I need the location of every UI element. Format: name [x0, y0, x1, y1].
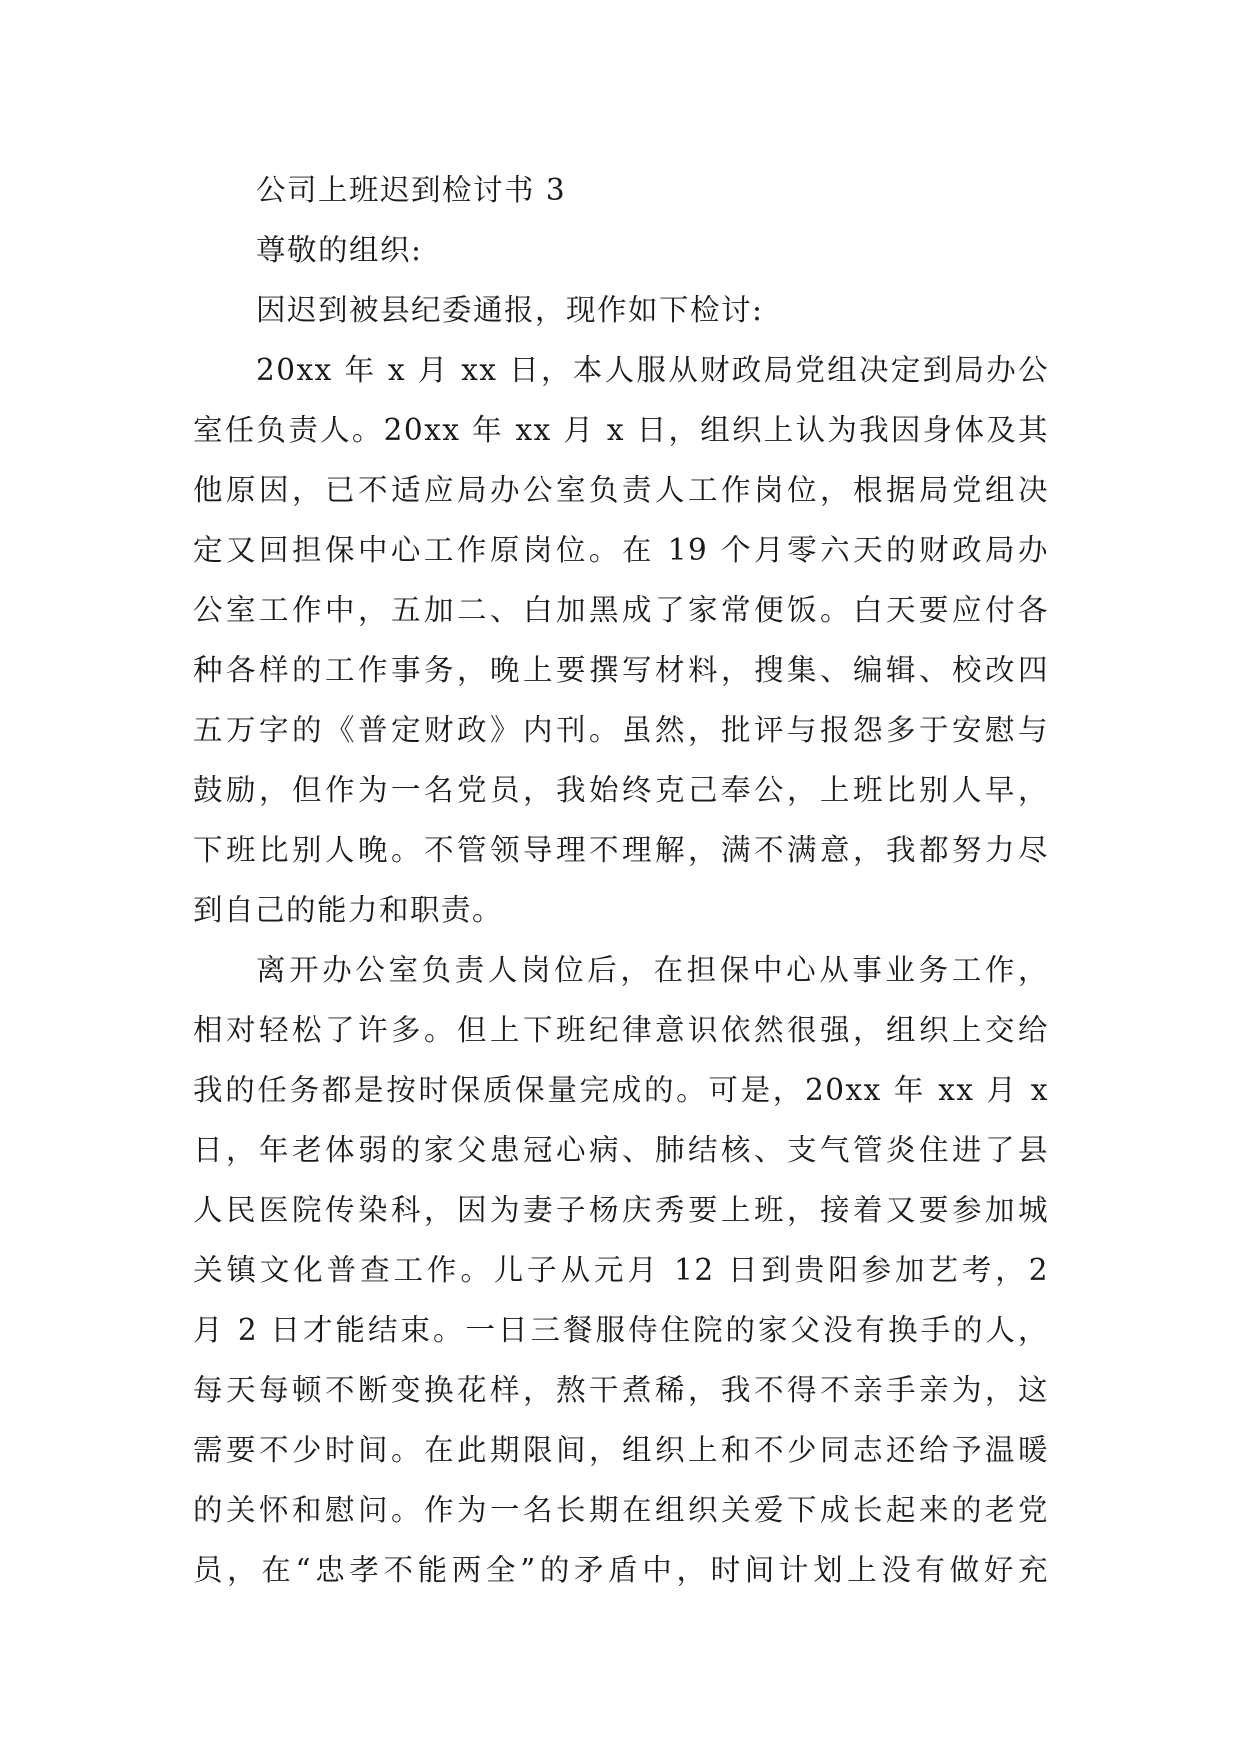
- paragraph-line: 定又回担保中心工作原岗位。在 19 个月零六天的财政局办: [193, 533, 1049, 567]
- paragraph-line: 室任负责人。20xx 年 xx 月 x 日，组织上认为我因身体及其: [193, 413, 1049, 447]
- paragraph-line: 人民医院传染科，因为妻子杨庆秀要上班，接着又要参加城: [193, 1193, 1049, 1227]
- paragraph-line: 他原因，已不适应局办公室负责人工作岗位，根据局党组决: [193, 473, 1049, 507]
- paragraph-line: 离开办公室负责人岗位后，在担保中心从事业务工作，: [256, 953, 1049, 987]
- document-body: [193, 160, 1049, 1600]
- paragraph-line: 员，在“忠孝不能两全”的矛盾中，时间计划上没有做好充: [193, 1553, 1049, 1587]
- salutation: 尊敬的组织:: [256, 233, 423, 267]
- paragraph-line: 种各样的工作事务，晚上要撰写材料，搜集、编辑、校改四: [193, 653, 1049, 687]
- document-title: 公司上班迟到检讨书 3: [256, 173, 567, 207]
- paragraph-line: 公室工作中，五加二、白加黑成了家常便饭。白天要应付各: [193, 593, 1049, 627]
- paragraph-line: 需要不少时间。在此期限间，组织上和不少同志还给予温暖: [193, 1433, 1049, 1467]
- paragraph-line: 月 2 日才能结束。一日三餐服侍住院的家父没有换手的人，: [193, 1313, 1049, 1347]
- paragraph-line: 每天每顿不断变换花样，熬干煮稀，我不得不亲手亲为，这: [193, 1373, 1049, 1407]
- paragraph-line: 关镇文化普查工作。儿子从元月 12 日到贵阳参加艺考，2: [193, 1253, 1049, 1287]
- paragraph-line: 到自己的能力和职责。: [193, 893, 504, 927]
- paragraph-line: 20xx 年 x 月 xx 日，本人服从财政局党组决定到局办公: [256, 353, 1049, 387]
- paragraph-line: 五万字的《普定财政》内刊。虽然，批评与报怨多于安慰与: [193, 713, 1049, 747]
- paragraph-line: 相对轻松了许多。但上下班纪律意识依然很强，组织上交给: [193, 1013, 1049, 1047]
- paragraph-line: 鼓励，但作为一名党员，我始终克己奉公，上班比别人早，: [193, 773, 1049, 807]
- paragraph-2: [193, 940, 1049, 1600]
- paragraph-line: 下班比别人晚。不管领导理不理解，满不满意，我都努力尽: [193, 833, 1049, 867]
- intro-line: 因迟到被县纪委通报，现作如下检讨:: [256, 293, 764, 327]
- paragraph-line: 的关怀和慰问。作为一名长期在组织关爱下成长起来的老党: [193, 1493, 1049, 1527]
- paragraph-1: [193, 340, 1049, 940]
- paragraph-line: 我的任务都是按时保质保量完成的。可是，20xx 年 xx 月 x: [193, 1073, 1049, 1107]
- paragraph-line: 日，年老体弱的家父患冠心病、肺结核、支气管炎住进了县: [193, 1133, 1049, 1167]
